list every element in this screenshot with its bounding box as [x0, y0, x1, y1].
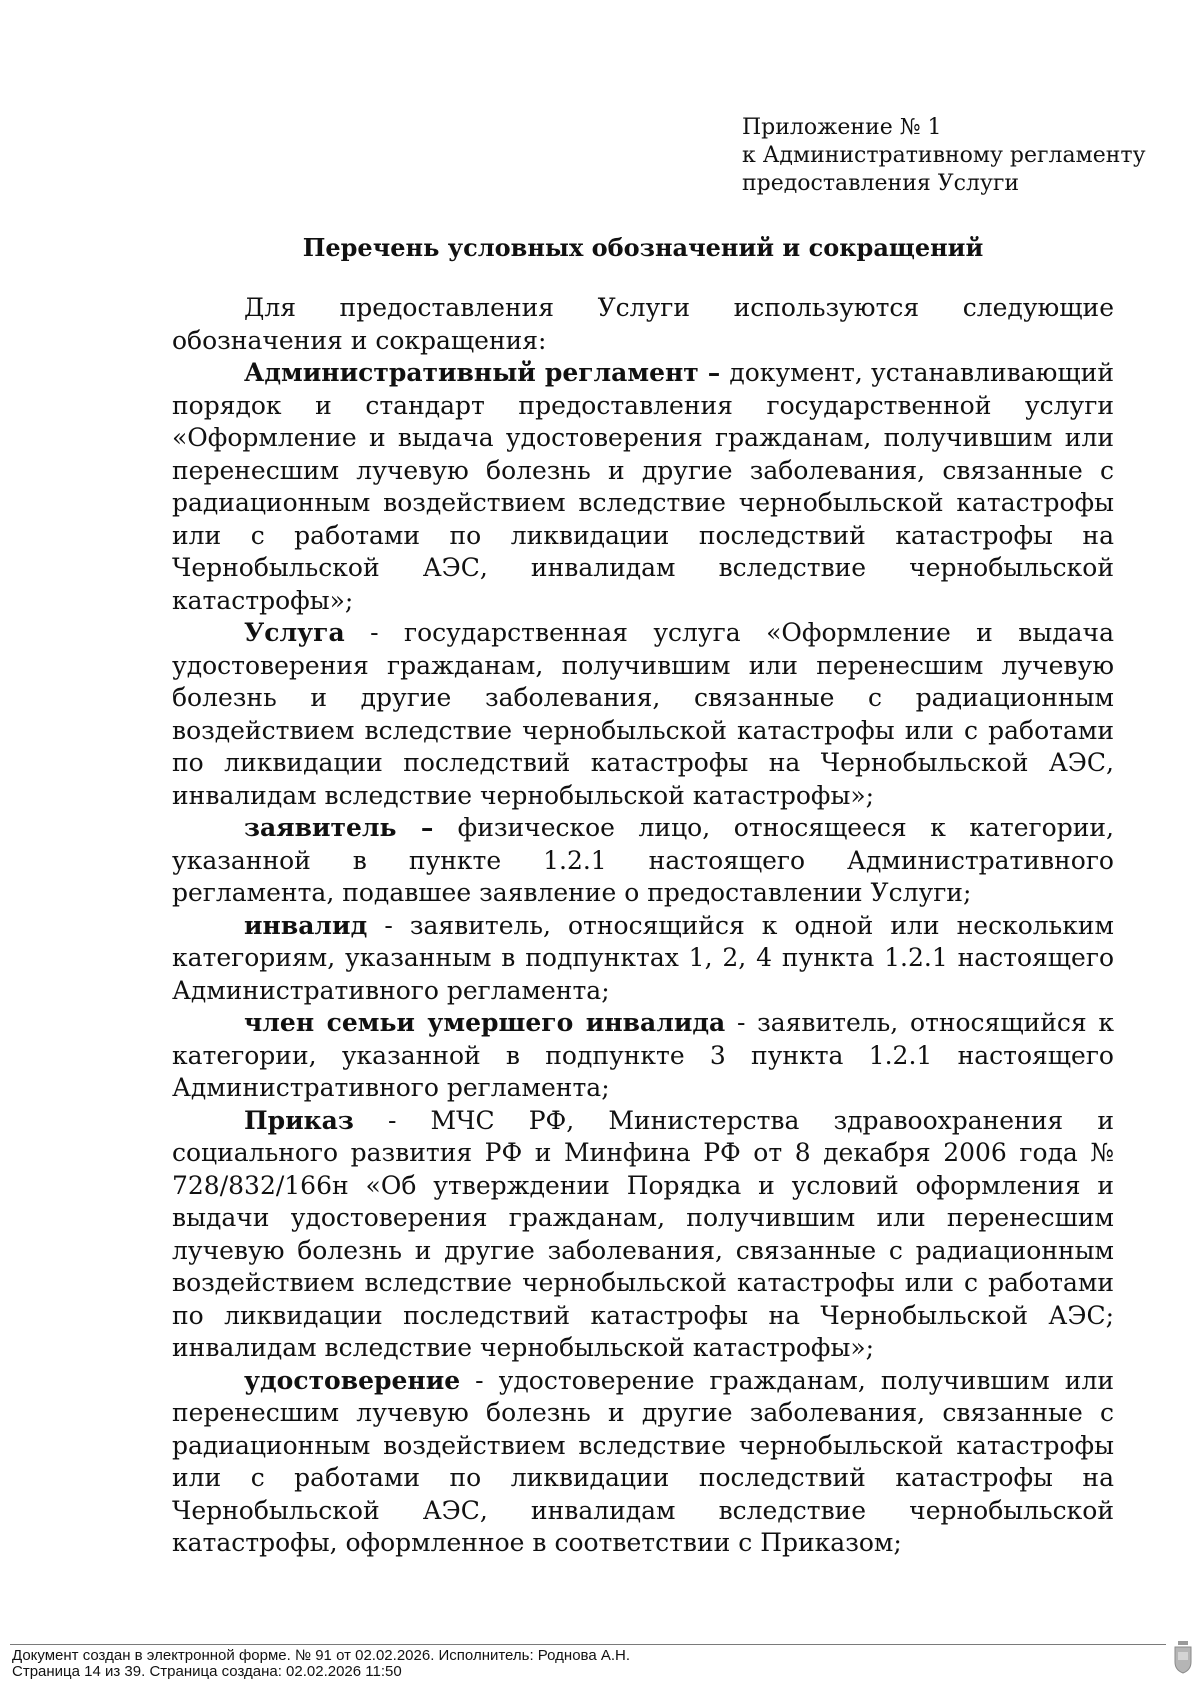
definition-term: Услуга [244, 618, 345, 647]
intro-paragraph: Для предоставления Услуги используются следующие обозначения и сокращения: [172, 293, 1114, 355]
definition-term: Приказ [244, 1105, 354, 1135]
definition-dash: – [396, 813, 458, 842]
definition-text: физическое лицо, относящееся к категории, указанной в пункте 1.2.1 настоящего Административного регламента, подавшее заявление о предоставлении Услуги; [172, 813, 1114, 907]
definition-text: документ, устанавливающий порядок и стандарт предоставления государственной услуги «Оформление и выдача удостоверения гражданам, получившим или перенесшим лучевую болезнь и другие заболевания, связанные с радиационным воздействием вследствие чернобыльской катастрофы или с работами по ликвидации последствий катастрофы на Чернобыльской АЭС, инвалидам вследствие чернобыльской катастрофы»; [172, 358, 1114, 615]
appendix-line-1: Приложение № 1 [742, 115, 942, 140]
definition-text: удостоверение гражданам, получившим или перенесшим лучевую болезнь и другие заболевания, связанные с радиационным воздействием вследствие чернобыльской катастрофы или с работами по ликвидации последствий катастрофы на Чернобыльской АЭС, инвалидам вследствие чернобыльской катастрофы, оформленное в соответствии с Приказом; [172, 1365, 1114, 1557]
emblem-crown [1178, 1641, 1188, 1645]
definition-paragraph [172, 1105, 1114, 1365]
footer-line-1: Документ создан в электронной форме. № 91 от 02.02.2026. Исполнитель: Роднова А.Н. [12, 1647, 631, 1664]
appendix-line-2: к Административному регламенту [742, 143, 1146, 168]
appendix-note [742, 114, 1146, 198]
definition-paragraph [172, 910, 1114, 1008]
definition-term: инвалид [244, 910, 368, 940]
definition-term: заявитель [244, 813, 397, 842]
document-title: Перечень условных обозначений и сокращений [302, 233, 984, 262]
definition-dash: – [698, 358, 730, 387]
definition-text: государственная услуга «Оформление и выдача удостоверения гражданам, получившим или перенесшим лучевую болезнь и другие заболевания, связанные с радиационным воздействием вследствие чернобыльской катастрофы или с работами по ликвидации последствий катастрофы на Чернобыльской АЭС, инвалидам вследствие чернобыльской катастрофы»; [172, 618, 1114, 810]
definition-paragraph [172, 1007, 1114, 1105]
definition-paragraph [172, 812, 1114, 910]
footer-divider [10, 1644, 1166, 1645]
definition-paragraph [172, 357, 1114, 617]
appendix-line-3: предоставления Услуги [742, 171, 1020, 196]
definition-dash: - [725, 1008, 758, 1037]
document-title-wrap [0, 232, 1200, 264]
definition-dash: - [344, 618, 405, 647]
definition-text: заявитель, относящийся к категории, указанной в подпункте 3 пункта 1.2.1 настоящего Административного регламента; [172, 1008, 1115, 1102]
definition-term: Административный регламент [244, 358, 699, 387]
definition-text: заявитель, относящийся к одной или нескольким категориям, указанным в подпунктах 1, 2, 4 пункта 1.2.1 настоящего Административного регламента; [172, 910, 1114, 1005]
definition-term: удостоверение [244, 1365, 461, 1395]
definition-paragraph [172, 1365, 1114, 1560]
definition-paragraph [172, 617, 1114, 812]
emblem-band [1178, 1652, 1188, 1660]
coat-of-arms-icon [1172, 1640, 1194, 1674]
footer [12, 1648, 630, 1680]
definition-dash: - [367, 910, 410, 940]
document-body [172, 292, 1114, 1560]
definition-term: член семьи умершего инвалида [244, 1008, 726, 1037]
footer-line-2: Страница 14 из 39. Страница создана: 02.02.2026 11:50 [12, 1663, 402, 1680]
definition-dash: - [460, 1365, 499, 1395]
definition-dash: - [353, 1105, 431, 1135]
definition-text: МЧС РФ, Министерства здравоохранения и социального развития РФ и Минфина РФ от 8 декабря 2006 года № 728/832/166н «Об утверждении Порядка и условий оформления и выдачи удостоверения гражданам, получившим или перенесшим лучевую болезнь и другие заболевания, связанные с радиационным воздействием вследствие чернобыльской катастрофы или с работами по ликвидации последствий катастрофы на Чернобыльской АЭС; инвалидам вследствие чернобыльской катастрофы»; [172, 1105, 1114, 1362]
